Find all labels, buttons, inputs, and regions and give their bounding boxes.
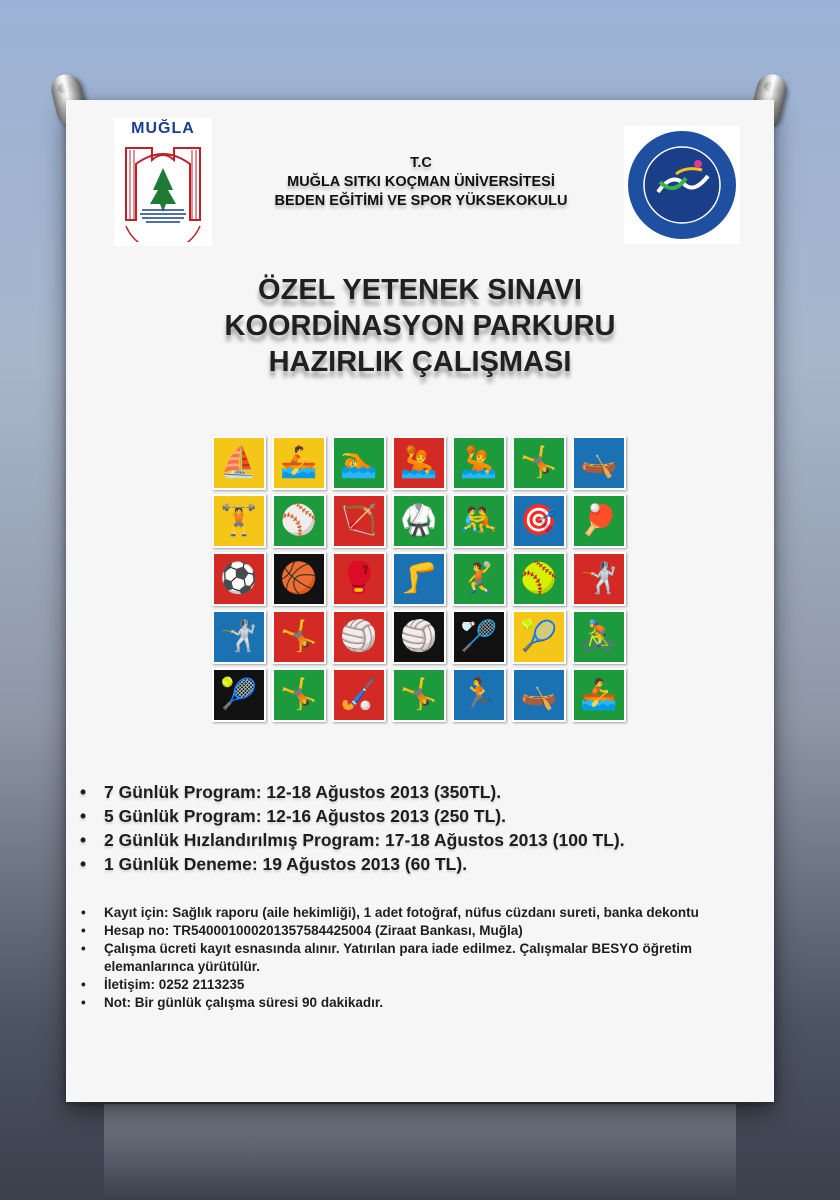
pictogram-glyph: 🤺: [580, 561, 618, 596]
basketball-icon: [272, 552, 326, 606]
info-item: • İletişim: 0252 2113235: [76, 976, 746, 994]
pictogram-glyph: 🛶: [580, 445, 618, 480]
cycling-icon: [572, 610, 626, 664]
program-list: [76, 780, 756, 876]
judo-icon: [392, 494, 446, 548]
pictogram-glyph: 🏹: [340, 503, 378, 538]
info-item: • Kayıt için: Sağlık raporu (aile hekimliği), 1 adet fotoğraf, nüfus cüzdanı sureti, banka dekontu: [76, 904, 746, 922]
pictogram-glyph: 🏊: [340, 445, 378, 480]
water-polo-icon: [452, 436, 506, 490]
mugla-emblem-icon: [118, 140, 208, 242]
pictogram-glyph: 🥊: [340, 561, 378, 596]
pictogram-glyph: 🤽: [400, 445, 438, 480]
shooting-icon: [512, 494, 566, 548]
pictogram-glyph: 🤾: [460, 561, 498, 596]
pictogram-glyph: 🤸: [280, 619, 318, 654]
besyo-emblem-icon: [624, 126, 740, 244]
archery-icon: [332, 494, 386, 548]
taekwondo-icon: [392, 552, 446, 606]
institution-header: [226, 154, 616, 211]
rowing-team-icon: [572, 668, 626, 722]
pictogram-glyph: 🏐: [400, 619, 438, 654]
info-item: • Hesap no: TR540001000201357584425004 (Ziraat Bankası, Muğla): [76, 922, 746, 940]
trampoline-icon: [272, 610, 326, 664]
artistic-gymnastics-icon: [392, 668, 446, 722]
pictogram-glyph: 🥋: [400, 503, 438, 538]
mugla-university-logo: [114, 118, 212, 246]
info-list: [76, 904, 746, 1012]
pictogram-glyph: 🦵: [400, 561, 438, 596]
besyo-logo: [624, 126, 740, 244]
canoe-icon: [572, 436, 626, 490]
header-line-2: MUĞLA SITKI KOÇMAN ÜNİVERSİTESİ: [287, 174, 555, 190]
title-line-1: ÖZEL YETENEK SINAVI: [258, 274, 582, 306]
pictogram-glyph: 🤸: [280, 677, 318, 712]
rowing-icon: [272, 436, 326, 490]
volleyball-icon: [332, 610, 386, 664]
softball-icon: [512, 552, 566, 606]
logo-word: MUĞLA: [131, 120, 195, 137]
pictogram-glyph: 🤺: [220, 619, 258, 654]
program-item: • 1 Günlük Deneme: 19 Ağustos 2013 (60 TL).: [76, 852, 756, 876]
pictogram-glyph: 🏸: [460, 619, 498, 654]
info-item: • Çalışma ücreti kayıt esnasında alınır. Yatırılan para iade edilmez. Çalışmalar BESYO öğretim elemanlarınca yürütülür.: [76, 940, 746, 976]
fencing-icon: [212, 610, 266, 664]
beach-volleyball-icon: [392, 610, 446, 664]
pictogram-glyph: 🎾: [220, 677, 258, 712]
pictogram-glyph: 🛶: [520, 677, 558, 712]
title-line-2: KOORDİNASYON PARKURU: [224, 310, 616, 342]
pictogram-glyph: 🎾: [520, 619, 558, 654]
athletics-icon: [452, 668, 506, 722]
swimming-icon: [332, 436, 386, 490]
header-line-1: T.C: [410, 155, 432, 171]
program-item: • 2 Günlük Hızlandırılmış Program: 17-18 Ağustos 2013 (100 TL).: [76, 828, 756, 852]
title-line-3: HAZIRLIK ÇALIŞMASI: [268, 346, 572, 378]
tennis-icon: [512, 610, 566, 664]
pictogram-glyph: 🏋: [220, 503, 258, 538]
pictogram-glyph: 🚴: [580, 619, 618, 654]
rhythmic-gymnastics-icon: [512, 436, 566, 490]
badminton-icon: [452, 610, 506, 664]
program-item: • 7 Günlük Program: 12-18 Ağustos 2013 (350TL).: [76, 780, 756, 804]
hockey-icon: [332, 668, 386, 722]
paper-reflection: [104, 1104, 736, 1200]
pictogram-glyph: 🤼: [460, 503, 498, 538]
pictogram-glyph: 🏑: [340, 677, 378, 712]
pictogram-glyph: 🏀: [280, 561, 318, 596]
pictogram-glyph: 🤸: [400, 677, 438, 712]
pictogram-glyph: 🏐: [340, 619, 378, 654]
pictogram-glyph: 🚣: [280, 445, 318, 480]
program-item: • 5 Günlük Program: 12-16 Ağustos 2013 (250 TL).: [76, 804, 756, 828]
table-tennis-icon: [572, 494, 626, 548]
header-line-3: BEDEN EĞİTİMİ VE SPOR YÜKSEKOKULU: [274, 193, 568, 209]
pictogram-glyph: ⚽: [220, 561, 258, 596]
pictogram-glyph: 🤸: [520, 445, 558, 480]
pictogram-glyph: 🎯: [520, 503, 558, 538]
pictogram-glyph: 🏃: [460, 677, 498, 712]
modern-pentathlon-icon: [572, 552, 626, 606]
slalom-canoe-icon: [512, 668, 566, 722]
pictogram-glyph: 🏓: [580, 503, 618, 538]
pictogram-glyph: ⚾: [280, 503, 318, 538]
pictogram-glyph: 🚣: [580, 677, 618, 712]
pictogram-glyph: 🥎: [520, 561, 558, 596]
poster-title: [150, 272, 690, 380]
baseball-icon: [272, 494, 326, 548]
pictogram-glyph: 🤽: [460, 445, 498, 480]
weightlifting-icon: [212, 494, 266, 548]
info-item: • Not: Bir günlük çalışma süresi 90 dakikadır.: [76, 994, 746, 1012]
handball-icon: [452, 552, 506, 606]
sport-pictograms-grid: [212, 436, 626, 722]
football-icon: [212, 552, 266, 606]
gymnastics-icon: [272, 668, 326, 722]
poster: [66, 100, 774, 1102]
diving-icon: [392, 436, 446, 490]
sailing-icon: [212, 436, 266, 490]
pictogram-glyph: ⛵: [220, 445, 258, 480]
wrestling-icon: [452, 494, 506, 548]
boxing-icon: [332, 552, 386, 606]
tennis-player-icon: [212, 668, 266, 722]
